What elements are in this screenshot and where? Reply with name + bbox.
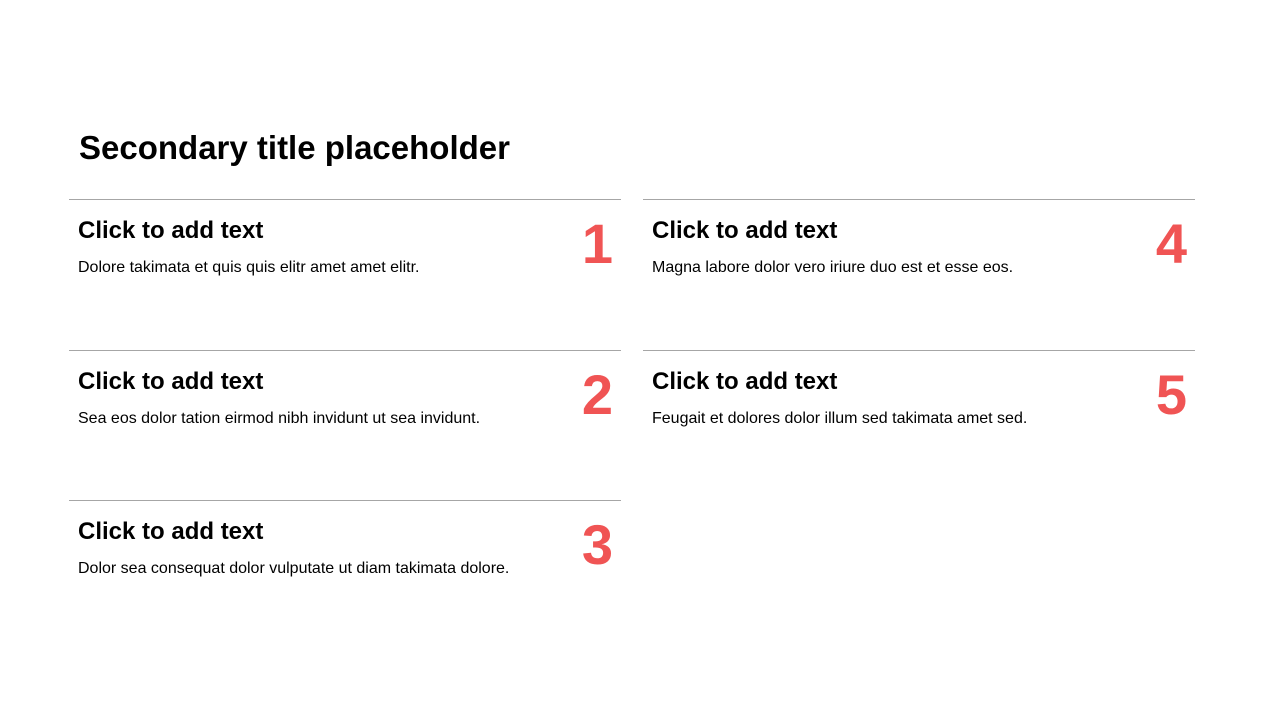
content-item-2 xyxy=(69,350,621,470)
item-body[interactable]: Sea eos dolor tation eirmod nibh invidunt ut sea invidunt. xyxy=(78,410,481,427)
item-body[interactable]: Dolor sea consequat dolor vulputate ut diam takimata dolore. xyxy=(78,560,510,577)
content-item-1 xyxy=(69,199,621,319)
item-heading[interactable]: Click to add text xyxy=(78,217,264,244)
item-number: 4 xyxy=(1155,212,1187,275)
item-number: 3 xyxy=(581,513,613,576)
content-item-4 xyxy=(643,199,1195,319)
item-heading[interactable]: Click to add text xyxy=(78,368,264,395)
item-body[interactable]: Dolore takimata et quis quis elitr amet amet elitr. xyxy=(78,259,420,276)
item-heading[interactable]: Click to add text xyxy=(78,518,264,545)
item-number: 1 xyxy=(581,212,613,275)
slide-title[interactable]: Secondary title placeholder xyxy=(79,129,510,166)
item-body[interactable]: Magna labore dolor vero iriure duo est et esse eos. xyxy=(652,259,1014,276)
content-item-5 xyxy=(643,350,1195,470)
item-heading[interactable]: Click to add text xyxy=(652,368,838,395)
item-heading[interactable]: Click to add text xyxy=(652,217,838,244)
item-number: 2 xyxy=(581,363,613,426)
content-item-3 xyxy=(69,500,621,620)
item-number: 5 xyxy=(1155,363,1187,426)
item-body[interactable]: Feugait et dolores dolor illum sed takimata amet sed. xyxy=(652,410,1028,427)
